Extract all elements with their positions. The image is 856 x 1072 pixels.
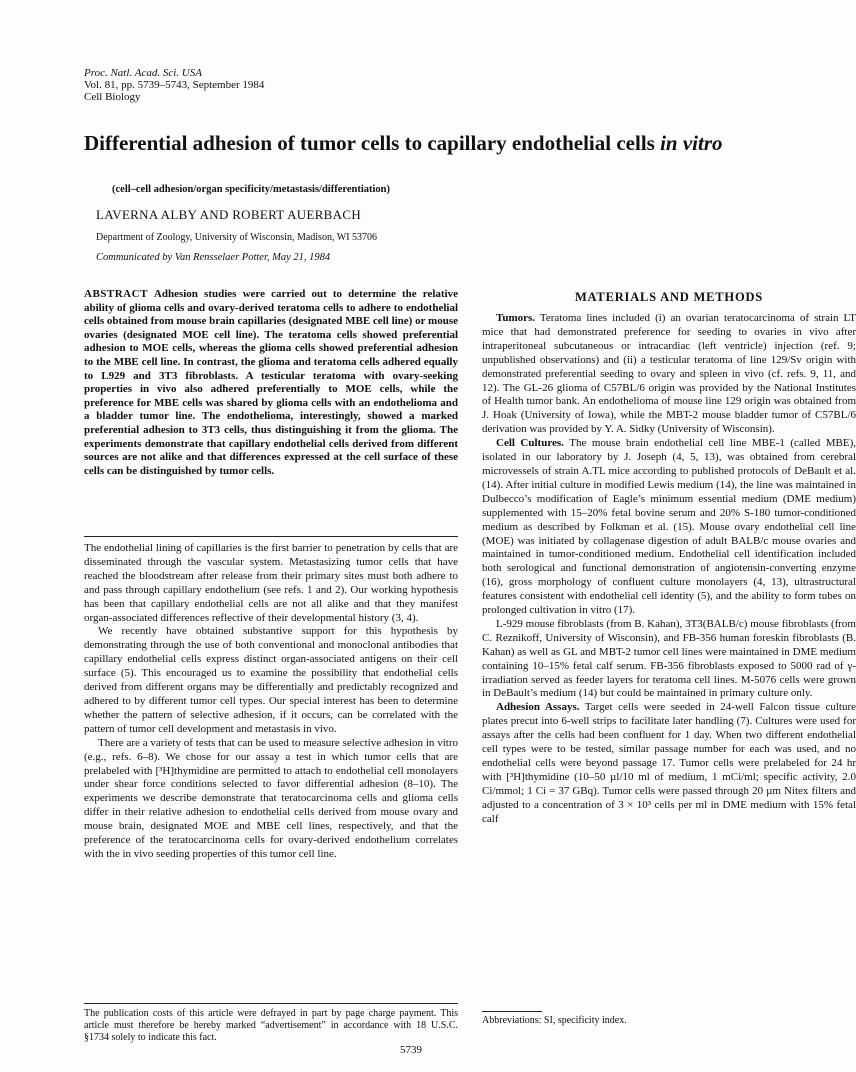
methods-text: Teratoma lines included (i) an ovarian teratocarcinoma of strain LT mice that had demonstrated preference for seeding to ovaries in vivo after intraperitoneal subcutaneous or intracardiac (left ventricle) injection (ref. 9; unpublished observations) and (ii) a testicular teratoma of line 129/Sv origin with demonstrated preferential seeding to ovary and spleen in vivo (cf. refs. 9, 11, and 12). The GL-26 glioma of C57BL/6 origin was provided by the National Institutes of Health tumor bank. An endothelioma of mouse line 129 origin was obtained from J. Hoak (University of Iowa), while the MBT-2 mouse bladder tumor of C57BL/6 derivation was provided by Y. A. Sidky (University of Wisconsin). — [482, 312, 856, 436]
abstract — [84, 288, 458, 478]
methods-paragraph — [482, 701, 856, 826]
paper-title-main: Differential adhesion of tumor cells to capillary endothelial cells — [84, 131, 655, 155]
methods-subheading: Cell Cultures. — [496, 437, 564, 450]
introduction — [84, 542, 458, 862]
methods-subheading: Tumors. — [496, 312, 536, 324]
abbreviations: Abbreviations: SI, specificity index. — [482, 1015, 627, 1026]
abstract-label: ABSTRACT — [84, 288, 148, 300]
journal-name: Proc. Natl. Acad. Sci. USA — [84, 67, 202, 79]
intro-paragraph: There are a variety of tests that can be used to measure selective adhesion in vitro (e.g., refs. 6–8). We chose for our assay a test in which tumor cells that are prelabeled with [³H]thymidine are permitted to attach to endothelial cell monolayers under shear force conditions selected to favor differential adhesion (8–10). The experiments we describe demonstrate that teratocarcinoma cells and glioma cells differ in their relative adhesion to endothelial cells derived from mouse ovary and mouse brain, designated MOE and MBE cell lines, respectively, and that the preference of the teratocarcinoma cells for ovary-derived endothelium correlates with the in vivo seeding properties of this tumor cell line. — [84, 736, 458, 860]
communicated-by: Communicated by Van Rensselaer Potter, May 21, 1984 — [96, 252, 331, 263]
intro-paragraph: The endothelial lining of capillaries is the first barrier to penetration by cells that are disseminated through the vascular system. Metastasizing tumor cells that have reached the bloodstream after release from their primary sites must both adhere to and pass through capillary endothelium (see refs. 1 and 2). Our working hypothesis has been that capillary endothelial cells are not all alike and that they manifest organ-associated differences reflective of their developmental history (3, 4). — [84, 542, 458, 624]
paper-title — [84, 132, 724, 155]
intro-paragraph: We recently have obtained substantive support for this hypothesis by demonstrating through the use of both conventional and monoclonal antibodies that capillary endothelial cells express distinct organ-associated antigens on their cell surface (5). This encouraged us to examine the possibility that endothelial cells derived from different organs may be differentially and predictably recognized and adhered to by different tumor cell types. Our special interest has been to determine whether the pattern of selective adhesion, if it occurs, can be correlated with the pattern of tumor cell development and metastasis in vivo. — [84, 625, 458, 735]
methods-text: The mouse brain endothelial cell line MBE-1 (called MBE), isolated in our laboratory by J. Joseph (4, 5, 13), was obtained from cerebral microvessels of strain A.TL mice according to published protocols of DeBault et al. (14). After initial culture in modified Lewis medium (14), the line was maintained in Dulbecco’s modification of Eagle’s minimum essential medium (DME medium) supplemented with 15–20% fetal bovine serum and 20% S-180 tumor-conditioned medium as described by Folkman et al. (15). Mouse ovary endothelial cell line (MOE) was initiated by collagenase digestion of adult BALB/c mouse ovaries and maintained in tumor-conditioned medium. Endothelial cell identification included both serological and functional demonstration of angiotensin-converting enzyme (16), gross morphology of confluent culture monolayers (4, 13), ultrastructural features consistent with endothelial cell identity (5), and the ability to form tubes on prolonged cultivation in vitro (17). — [482, 437, 856, 617]
methods-paragraph — [482, 312, 856, 437]
abstract-text: Adhesion studies were carried out to determine the relative ability of glioma cells and ovary-derived teratoma cells to adhere to endothelial cells obtained from mouse brain capillaries (designated MBE cell line) or mouse ovaries (designated MOE cell line). The teratoma cells showed preferential adhesion to MOE cells, whereas the glioma cells showed preferential adhesion to the MBE cell line. In contrast, the glioma and teratoma cells adhered equally to L929 and 3T3 fibroblasts. A testicular teratoma with ovary-seeking properties in vivo also adhered preferentially to MOE cells, while the preference for MBE cells was shared by glioma cells with an endothelioma and a bladder tumor line. The endothelioma, interestingly, showed a marked preferential adhesion to 3T3 cells, thus distinguishing it from the glioma. The experiments demonstrate that capillary endothelial cells derived from different sources are not alike and that differences expressed at the cell surface of these cells can be distinguished by tumor cells. — [84, 288, 458, 477]
methods-paragraph — [482, 437, 856, 618]
journal-volume: Vol. 81, pp. 5739–5743, September 1984 — [84, 79, 265, 91]
publication-footnote: The publication costs of this article were defrayed in part by page charge payment. This article must therefore be hereby marked “advertisement” in accordance with 18 U.S.C. §1734 solely to indicate this fact. — [84, 1008, 458, 1043]
authors: LAVERNA ALBY AND ROBERT AUERBACH — [96, 207, 362, 222]
footnote-divider — [84, 1003, 458, 1004]
abstract-divider — [84, 536, 458, 537]
methods-heading: MATERIALS AND METHODS — [574, 290, 764, 304]
page-number: 5739 — [400, 1044, 422, 1056]
journal-header — [84, 67, 264, 103]
methods-paragraph — [482, 618, 856, 701]
methods-text: Target cells were seeded in 24-well Falcon tissue culture plates precut into 6-well strips to facilitate later handling (7). Cultures were used for assays after the cells had been confluent for 1 day. When two different endothelial cell types were to be tested, similar passage number for each was used, and no endothelial cells were beyond passage 17. Tumor cells were prelabeled for 24 hr with [³H]thymidine (10–50 µl/10 ml of medium, 1 mCi/ml; specific activity, 2.0 Ci/mmol; 1 Ci = 37 GBq). Tumor cells were passed through 20 µm Nitex filters and adjusted to a concentration of 3 × 10³ cells per ml in DME medium with 15% fetal calf — [482, 701, 856, 825]
methods-subheading: Adhesion Assays. — [496, 701, 580, 714]
abbreviations-divider — [482, 1011, 542, 1012]
journal-section: Cell Biology — [84, 91, 141, 103]
methods-section — [482, 312, 856, 827]
affiliation: Department of Zoology, University of Wisconsin, Madison, WI 53706 — [96, 232, 378, 243]
paper-title-italic: in vitro — [660, 131, 723, 155]
methods-text: L-929 mouse fibroblasts (from B. Kahan), 3T3(BALB/c) mouse fibroblasts (from C. Reznikoff, University of Wisconsin), and FB-356 human foreskin fibroblasts (B. Kahan) as well as GL and MBT-2 tumor cell lines were maintained in DME medium containing 10–15% fetal calf serum. FB-356 fibroblasts exposed to 5000 rad of γ-irradiation served as feeder layers for teratoma cell lines. M-5076 cells were grown in DeBault’s medium (14) but could be maintained in primary culture only. — [482, 617, 856, 700]
keywords: (cell–cell adhesion/organ specificity/metastasis/differentiation) — [112, 184, 391, 195]
